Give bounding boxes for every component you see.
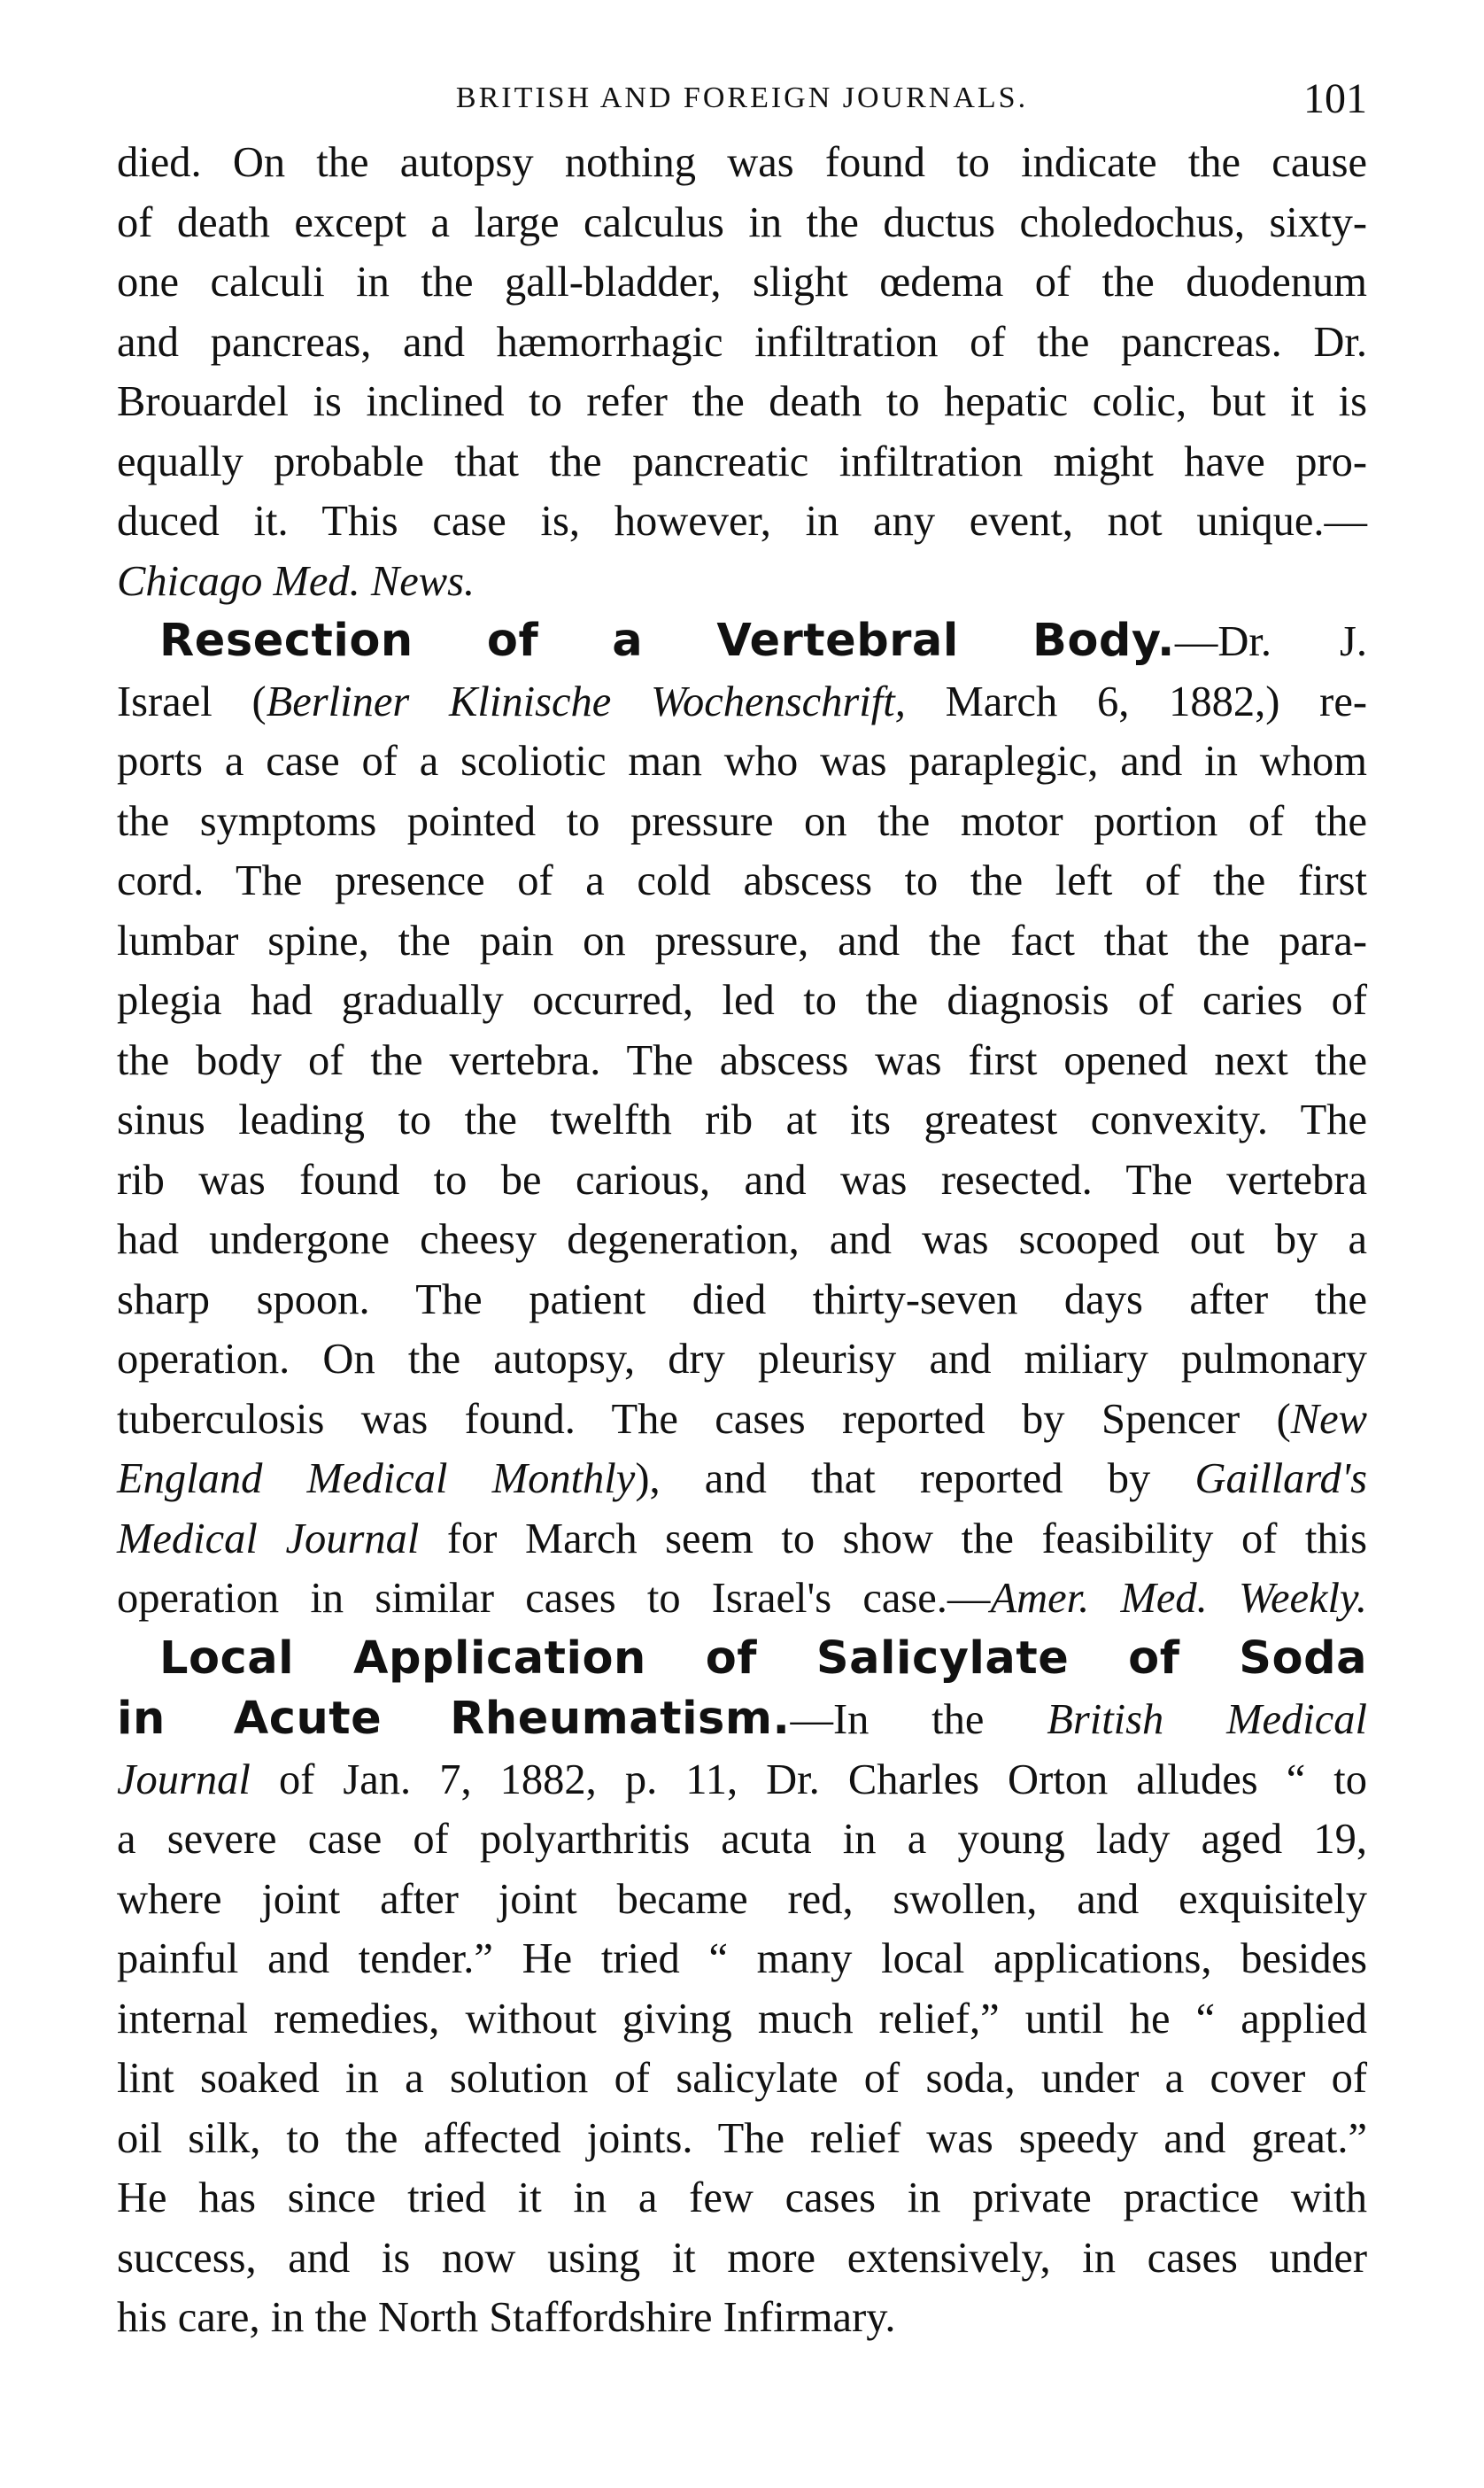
source-citation bbox=[117, 552, 1367, 612]
journal-title: New bbox=[1290, 1395, 1367, 1443]
text-line: one calculi in the gall-bladder, slight œdema of the duodenum bbox=[117, 259, 1367, 306]
text-line: and pancreas, and hæmorrhagic infiltration of the pancreas. Dr. bbox=[117, 318, 1367, 366]
text-line: oil silk, to the affected joints. The relief was speedy and great.” bbox=[117, 2114, 1367, 2162]
page-header bbox=[117, 71, 1367, 133]
article-heading-line: Resection of a Vertebral Body.—Dr. J. bbox=[159, 615, 1367, 667]
text-line: lumbar spine, the pain on pressure, and the fact that the para- bbox=[117, 917, 1367, 965]
continued-paragraph bbox=[117, 133, 1367, 611]
text-line: plegia had gradually occurred, led to the diagnosis of caries of bbox=[117, 977, 1367, 1024]
article-heading: Local Application of Salicylate of Soda bbox=[159, 1632, 1367, 1685]
text-line: had undergone cheesy degeneration, and was scooped out by a bbox=[117, 1216, 1367, 1263]
article-heading-line bbox=[117, 1629, 1367, 1690]
journal-title: Berliner Klinische Wochenschrift, bbox=[266, 678, 906, 725]
article-heading: in Acute Rheumatism. bbox=[117, 1693, 791, 1745]
text-line: a severe case of polyarthritis acuta in a young lady aged 19, bbox=[117, 1816, 1367, 1863]
text-line: sinus leading to the twelfth rib at its greatest convexity. The bbox=[117, 1097, 1367, 1143]
source-name: Chicago Med. News. bbox=[117, 557, 475, 605]
text-line: He has since tried it in a few cases in private practice with bbox=[117, 2174, 1367, 2221]
text-line: of death except a large calculus in the ductus choledochus, sixty- bbox=[117, 198, 1367, 246]
page-number: 101 bbox=[1303, 75, 1367, 122]
running-title: BRITISH AND FOREIGN JOURNALS. bbox=[455, 81, 1029, 114]
journal-title: Journal bbox=[117, 1756, 251, 1803]
text-line: operation. On the autopsy, dry pleurisy and miliary pulmonary bbox=[117, 1336, 1367, 1383]
text-line: cord. The presence of a cold abscess to the left of the first bbox=[117, 857, 1367, 904]
text-line: died. On the autopsy nothing was found to indicate the cause bbox=[117, 139, 1367, 186]
text-line: internal remedies, without giving much relief,” until he “ applied bbox=[117, 1995, 1367, 2042]
text-line: Brouardel is inclined to refer the death to hepatic colic, but it is bbox=[117, 378, 1367, 425]
source-name: Amer. Med. Weekly. bbox=[990, 1575, 1367, 1622]
text-line: Journal of Jan. 7, 1882, p. 11, Dr. Charles Orton alludes “ to bbox=[117, 1756, 1367, 1803]
text-line: success, and is now using it more extensively, in cases under bbox=[117, 2234, 1367, 2282]
article-salicylate-soda bbox=[117, 1629, 1367, 2348]
text-line: lint soaked in a solution of salicylate of soda, under a cover of bbox=[117, 2055, 1367, 2102]
article-heading: Resection of a Vertebral Body. bbox=[159, 615, 1175, 667]
text-line: duced it. This case is, however, in any event, not unique.— bbox=[117, 498, 1367, 545]
text-line: Israel (Berliner Klinische Wochenschrift, March 6, 1882,) re- bbox=[117, 678, 1368, 725]
journal-title: Medical Journal bbox=[117, 1515, 420, 1562]
text-line: Medical Journal for March seem to show the feasibility of this bbox=[117, 1515, 1367, 1562]
text-line: equally probable that the pancreatic infiltration might have pro- bbox=[117, 438, 1367, 485]
text-line: ports a case of a scoliotic man who was paraplegic, and in whom bbox=[117, 738, 1367, 785]
text-line: operation in similar cases to Israel's case.—Amer. Med. Weekly. bbox=[117, 1575, 1367, 1622]
text-line: rib was found to be carious, and was resected. The vertebra bbox=[117, 1156, 1367, 1204]
journal-title: Gaillard's bbox=[1194, 1455, 1368, 1502]
text-line: his care, in the North Staffordshire Infirmary. bbox=[117, 2294, 896, 2341]
text-line: the symptoms pointed to pressure on the motor portion of the bbox=[117, 797, 1367, 845]
article-heading-line: in Acute Rheumatism.—In the British Medical bbox=[117, 1693, 1368, 1745]
text-line: England Medical Monthly), and that reported by Gaillard's bbox=[117, 1455, 1368, 1502]
journal-title: England Medical Monthly bbox=[117, 1455, 636, 1502]
text-line: the body of the vertebra. The abscess was first opened next the bbox=[117, 1036, 1367, 1084]
journal-title: British Medical bbox=[1047, 1696, 1368, 1743]
text-line: sharp spoon. The patient died thirty-seven days after the bbox=[117, 1275, 1367, 1323]
journal-page bbox=[117, 71, 1367, 2348]
text-line: tuberculosis was found. The cases reported by Spencer (New bbox=[117, 1395, 1367, 1443]
text-line: where joint after joint became red, swollen, and exquisitely bbox=[117, 1875, 1367, 1923]
article-vertebral-resection bbox=[117, 611, 1367, 1629]
text-line: painful and tender.” He tried “ many local applications, besides bbox=[117, 1935, 1367, 1982]
